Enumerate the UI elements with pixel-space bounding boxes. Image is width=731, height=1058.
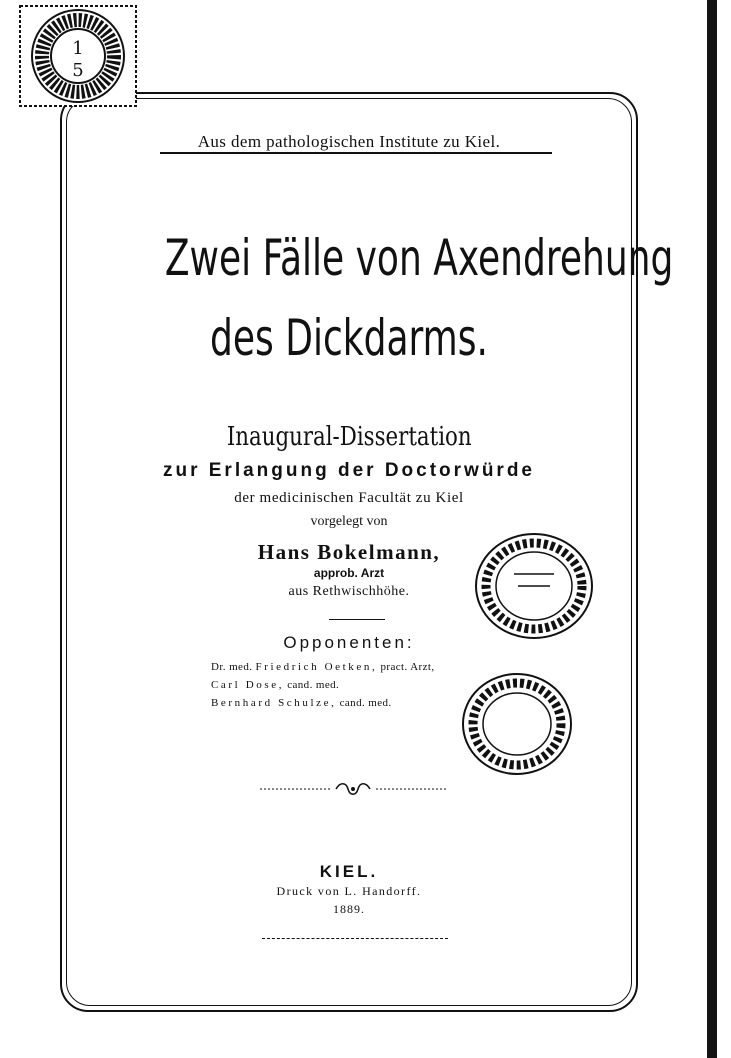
stamp-shelfmark-bottom: 5 [72, 60, 84, 81]
imprint-year: 1889. [333, 902, 365, 916]
round-stamp-lower [458, 668, 576, 780]
opponent-name: Carl Dose, [211, 679, 285, 691]
author-origin: aus Rethwischhöhe. [288, 584, 410, 599]
section-divider [329, 619, 385, 620]
opponent-name: Friedrich Oetken, [255, 661, 378, 673]
opponent-row [211, 658, 434, 676]
scan-edge [707, 0, 717, 1058]
dissertation-kind [66, 422, 632, 452]
opponent-title: cand. med. [287, 679, 340, 691]
opponents-list [211, 658, 434, 712]
title-line-2-text: des Dickdarms. [210, 309, 488, 367]
author-role: approb. Arzt [313, 566, 385, 580]
bottom-rule [262, 938, 448, 939]
opponent-prefix: Dr. med. [211, 661, 253, 673]
opponent-row [211, 694, 434, 712]
imprint-printer: Druck von L. Handorff. [276, 884, 422, 898]
institute-underline [160, 152, 552, 154]
opponent-name: Bernhard Schulze, [211, 697, 337, 709]
dissertation-faculty: der medicinischen Facultät zu Kiel [234, 490, 464, 506]
dissertation-kind-text: Inaugural-Dissertation [226, 422, 472, 452]
title-line-1-text: Zwei Fälle von Axendrehung [164, 229, 674, 287]
opponents-heading: Opponenten: [283, 633, 415, 652]
library-stamp [18, 4, 138, 108]
institute-line: Aus dem pathologischen Institute zu Kiel. [197, 132, 501, 151]
title-line-2 [66, 308, 632, 368]
dissertation-purpose: zur Erlangung der Doctorwürde [162, 460, 536, 481]
author-name: Hans Bokelmann, [257, 540, 441, 564]
opponent-title: cand. med. [339, 697, 392, 709]
imprint-city: KIEL. [319, 862, 379, 881]
ornament-divider [260, 780, 446, 798]
title-line-1 [66, 228, 674, 288]
submitted-by: vorgelegt von [310, 514, 388, 529]
stamp-shelfmark-top: 1 [72, 38, 84, 59]
round-stamp-upper [470, 528, 598, 644]
opponent-title: pract. Arzt, [380, 661, 435, 673]
opponent-row [211, 676, 434, 694]
